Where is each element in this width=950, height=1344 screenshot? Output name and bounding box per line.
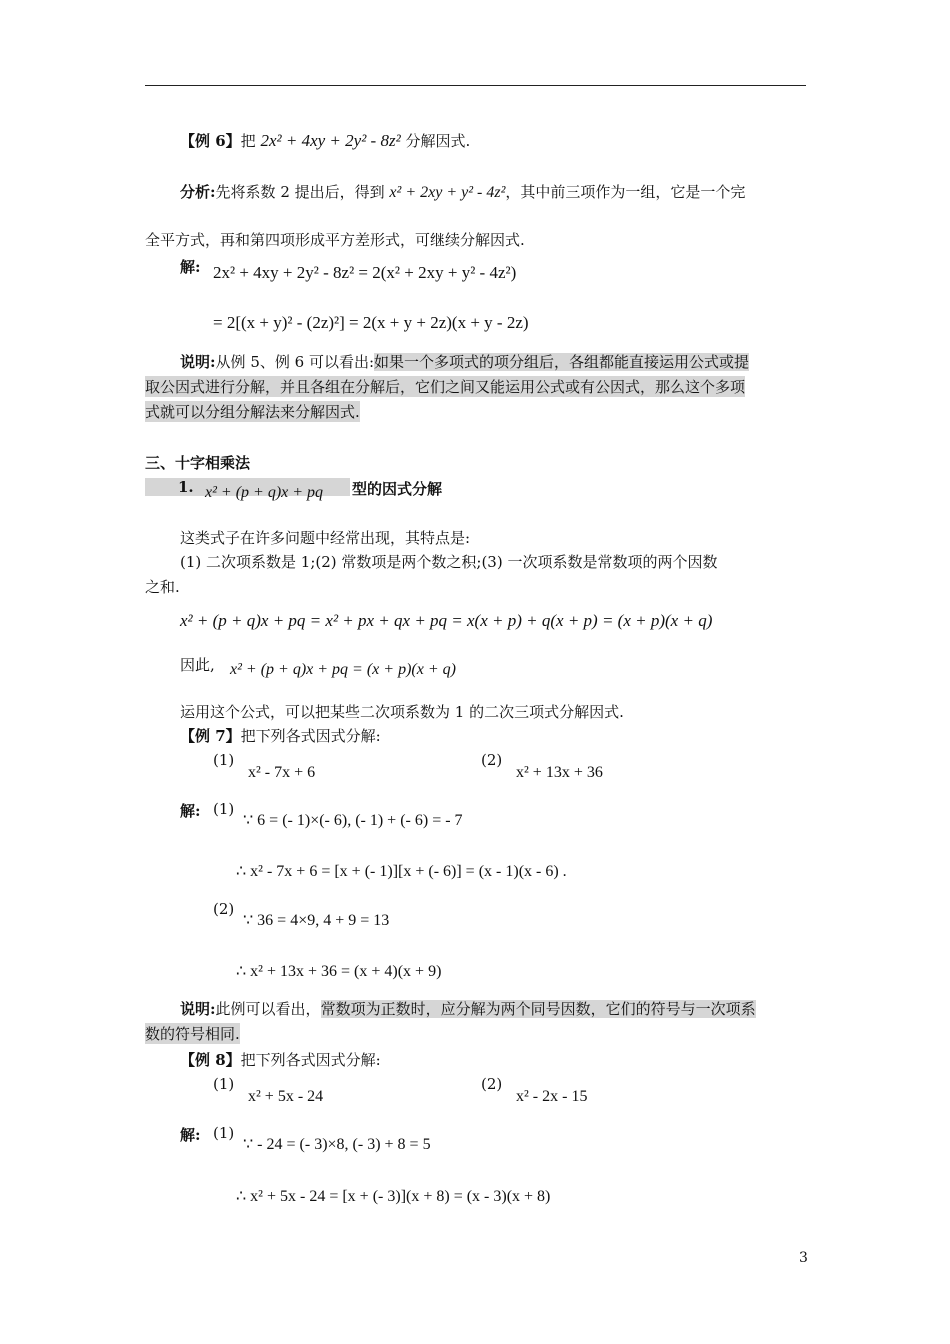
note-1-line-2: 取公因式进行分解，并且各组在分解后，它们之间又能运用公式或有公因式，那么这个多项 bbox=[145, 378, 746, 396]
example-8-item-2-number: (2) bbox=[481, 1075, 503, 1093]
example-6-line bbox=[180, 130, 470, 151]
solution-8-label: 解: bbox=[180, 1126, 201, 1144]
analysis-post: ，其中前三项作为一组，它是一个完 bbox=[505, 183, 746, 201]
example-7-text: 把下列各式因式分解: bbox=[240, 727, 381, 745]
example-7-item-2-number: (2) bbox=[481, 751, 503, 769]
note-2-label: 说明: bbox=[180, 1000, 216, 1018]
therefore-label: 因此, bbox=[180, 656, 215, 674]
solution-7-part-2-line-2: ∴ x² + 13x + 36 = (x + 4)(x + 9) bbox=[236, 963, 442, 980]
analysis-label: 分析: bbox=[180, 183, 216, 201]
solution-7-part-1-line-1: ∵ 6 = (- 1)×(- 6), (- 1) + (- 6) = - 7 bbox=[243, 812, 463, 829]
intro-line-2: (1) 二次项系数是 1;(2) 常数项是两个数之积;(3) 一次项系数是常数项的两个因数 bbox=[180, 553, 718, 571]
example-8-item-2: x² - 2x - 15 bbox=[516, 1088, 588, 1105]
note-1-line-1 bbox=[180, 351, 749, 372]
solution-7-part-1-line-2: ∴ x² - 7x + 6 = [x + (- 1)][x + (- 6)] = (x - 1)(x - 6) . bbox=[236, 863, 567, 880]
example-7-item-1: x² - 7x + 6 bbox=[248, 764, 316, 781]
note-1-label: 说明: bbox=[180, 353, 216, 371]
example-8-item-1: x² + 5x - 24 bbox=[248, 1088, 324, 1105]
note-2-highlight: 常数项为正数时，应分解为两个同号因数，它们的符号与一次项系 bbox=[320, 1000, 756, 1018]
example-7-line bbox=[180, 725, 381, 746]
solution-8-part-1-line-2: ∴ x² + 5x - 24 = [x + (- 3)](x + 8) = (x - 3)(x + 8) bbox=[236, 1188, 551, 1205]
solution-6-line-2: = 2[(x + y)² - (2z)²] = 2(x + y + 2z)(x + y - 2z) bbox=[213, 313, 529, 332]
subsection-expression: x² + (p + q)x + pq bbox=[205, 484, 324, 501]
example-8-line bbox=[180, 1049, 381, 1070]
example-8-label: 【例 8】 bbox=[180, 1051, 241, 1069]
note-2-pre: 此例可以看出， bbox=[215, 1000, 321, 1018]
note-1-line-3: 式就可以分组分解法来分解因式. bbox=[145, 403, 360, 421]
example-7-item-1-number: (1) bbox=[213, 751, 235, 769]
solution-6-label: 解: bbox=[180, 258, 201, 276]
solution-7-label: 解: bbox=[180, 802, 201, 820]
example-6-expression: 2x² + 4xy + 2y² - 8z² bbox=[260, 131, 401, 150]
example-8-item-1-number: (1) bbox=[213, 1075, 235, 1093]
solution-6-line-1: 2x² + 4xy + 2y² - 8z² = 2(x² + 2xy + y² - 4z²) bbox=[213, 263, 517, 282]
subsection-number: 1. bbox=[178, 478, 194, 496]
intro-line-1: 这类式子在许多问题中经常出现，其特点是: bbox=[180, 529, 471, 547]
example-6-label: 【例 6】 bbox=[180, 132, 241, 150]
solution-7-part-2-line-1: ∵ 36 = 4×9, 4 + 9 = 13 bbox=[243, 912, 390, 929]
analysis-line-2: 全平方式，再和第四项形成平方差形式，可继续分解因式. bbox=[145, 231, 525, 249]
solution-7-part-2-number: (2) bbox=[213, 900, 235, 918]
example-6-pre: 把 bbox=[240, 132, 256, 150]
subsection-title: 型的因式分解 bbox=[352, 480, 443, 498]
intro-line-3: 之和. bbox=[145, 578, 180, 596]
section-3-title: 三、十字相乘法 bbox=[145, 454, 251, 472]
derivation-formula: x² + (p + q)x + pq = x² + px + qx + pq = x(x + p) + q(x + p) = (x + p)(x + q) bbox=[180, 611, 713, 630]
note-1-rest: 各组都能直接运用公式或提 bbox=[569, 353, 750, 371]
analysis-expression: x² + 2xy + y² - 4z² bbox=[389, 184, 506, 201]
solution-7-part-1-number: (1) bbox=[213, 800, 235, 818]
note-1-pre: 从例 5、例 6 可以看出: bbox=[215, 353, 374, 371]
note-2-line-1 bbox=[180, 998, 756, 1019]
solution-8-part-1-line-1: ∵ - 24 = (- 3)×8, (- 3) + 8 = 5 bbox=[243, 1136, 431, 1153]
analysis-line-1 bbox=[180, 181, 745, 202]
therefore-formula: x² + (p + q)x + pq = (x + p)(x + q) bbox=[230, 661, 456, 678]
usage-text: 运用这个公式，可以把某些二次项系数为 1 的二次三项式分解因式. bbox=[180, 703, 624, 721]
note-2-line-2: 数的符号相同. bbox=[145, 1025, 240, 1043]
example-6-post: 分解因式. bbox=[405, 132, 471, 150]
example-7-label: 【例 7】 bbox=[180, 727, 241, 745]
header-rule bbox=[145, 85, 806, 86]
example-7-item-2: x² + 13x + 36 bbox=[516, 764, 603, 781]
page-number: 3 bbox=[799, 1250, 808, 1266]
solution-8-part-1-number: (1) bbox=[213, 1124, 235, 1142]
analysis-pre: 先将系数 2 提出后，得到 bbox=[215, 183, 385, 201]
example-8-text: 把下列各式因式分解: bbox=[240, 1051, 381, 1069]
note-1-highlight: 如果一个多项式的项分组后， bbox=[374, 353, 570, 371]
